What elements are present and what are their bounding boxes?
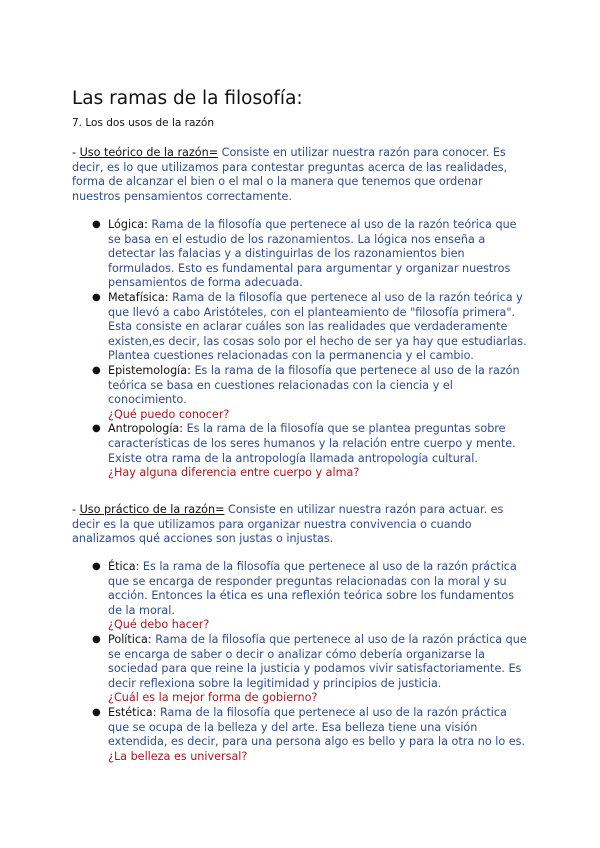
branch-question: ¿Hay alguna diferencia entre cuerpo y alma? — [108, 466, 360, 480]
list-item-estetica — [92, 705, 528, 764]
branch-description: Es la rama de la filosofía que pertenece al uso de la razón práctica que se encarga de responder preguntas relacionadas con la moral y su acción. Entonces la ética es una reflexión teórica sobre los fundamentos de la moral. — [108, 560, 517, 617]
bullet-icon: ● — [92, 423, 101, 435]
list-item-logica — [92, 218, 528, 291]
branch-term: Antropología: — [108, 422, 184, 436]
theoretical-use-text: Consiste en utilizar nuestra razón para conocer. Es decir, es lo que utilizamos para contestar preguntas acerca de las realidades, forma de alcanzar el bien o el mal o la manera que tenemos que ordenar nuestros pensamientos correctamente. — [72, 146, 508, 203]
practical-use-label: Uso práctico de la razón= — [79, 503, 225, 516]
bullet-icon: ● — [92, 364, 101, 376]
branch-term: Estética: — [108, 705, 157, 719]
branch-term: Epistemología: — [108, 363, 191, 377]
branch-term: Metafísica: — [108, 290, 169, 304]
list-item-epistemologia — [92, 363, 528, 422]
theoretical-use-label: Uso teórico de la razón= — [79, 146, 219, 159]
list-item-antropologia — [92, 422, 528, 480]
branch-description: Es la rama de la filosofía que pertenece al uso de la razón teórica se basa en cuestiones relacionadas con la ciencia y el conocimiento. — [108, 363, 520, 407]
practical-dash: - — [72, 503, 80, 516]
bullet-icon: ● — [92, 561, 101, 572]
branch-term: Ética: — [108, 560, 140, 573]
branch-description: Rama de la filosofía que pertenece al uso de la razón práctica que se ocupa de la belleza y del arte. Esa belleza tiene una visión extendida, es decir, para una persona algo es bello y para la otra no lo es. — [108, 705, 526, 749]
theoretical-dash: - — [72, 146, 80, 159]
practical-branches-list — [92, 560, 528, 764]
branch-term: Política: — [108, 632, 152, 646]
branch-description: Rama de la filosofía que pertenece al uso de la razón teórica y que llevó a cabo Aristóteles, con el planteamiento de "filosofía primera". Esta consiste en aclarar cuáles son las realidades que verdaderamente existen,es decir, las cosas solo por el hecho de ser ya hay que estudiarlas. Plantea cuestiones relacionadas con la permanencia y el cambio. — [108, 290, 527, 363]
list-item-metafisica — [92, 290, 528, 364]
branch-question: ¿La belleza es universal? — [108, 749, 248, 763]
practical-use-text: Consiste en utilizar nuestra razón para actuar. es decir es la que utilizamos para organizar nuestra convivencia o cuando analizamos qué acciones son justas o injustas. — [72, 503, 504, 546]
branch-term: Lógica: — [108, 218, 148, 231]
practical-use-intro — [72, 503, 532, 547]
branch-question: ¿Qué puedo conocer? — [108, 407, 230, 421]
branch-description: Rama de la filosofía que pertenece al uso de la razón teórica que se basa en el estudio de los razonamientos. La lógica nos enseña a detectar las falacias y a distinguirlas de los razonamientos bien formulados. Esto es fundamental para argumentar y organizar nuestros pensamientos de forma adecuada. — [108, 218, 517, 290]
theoretical-use-intro — [72, 146, 532, 204]
bullet-icon: ● — [92, 706, 101, 718]
branch-description: Rama de la filosofía que pertenece al uso de la razón práctica que se encarga de saber o decir o analizar cómo debería organizarse la sociedad para que reine la justicia y podamos vivir satisfactoriamente. Es decir reflexiona sobre la legitimidad y principios de justicia. — [108, 632, 527, 690]
branch-question: ¿Qué debo hacer? — [108, 618, 210, 632]
bullet-icon: ● — [92, 219, 101, 230]
bullet-icon: ● — [92, 633, 101, 645]
theoretical-branches-list — [92, 218, 528, 481]
bullet-icon: ● — [92, 291, 101, 303]
branch-question: ¿Cuál es la mejor forma de gobierno? — [108, 691, 318, 705]
list-item-politica — [92, 632, 528, 706]
page-title: Las ramas de la filosofía: — [72, 88, 303, 109]
list-item-etica — [92, 560, 528, 633]
section-subtitle: 7. Los dos usos de la razón — [72, 117, 215, 129]
branch-description: Es la rama de la filosofía que se plantea preguntas sobre características de los seres humanos y la relación entre cuerpo y mente. Existe otra rama de la antropología llamada antropología cultural. — [108, 422, 516, 465]
